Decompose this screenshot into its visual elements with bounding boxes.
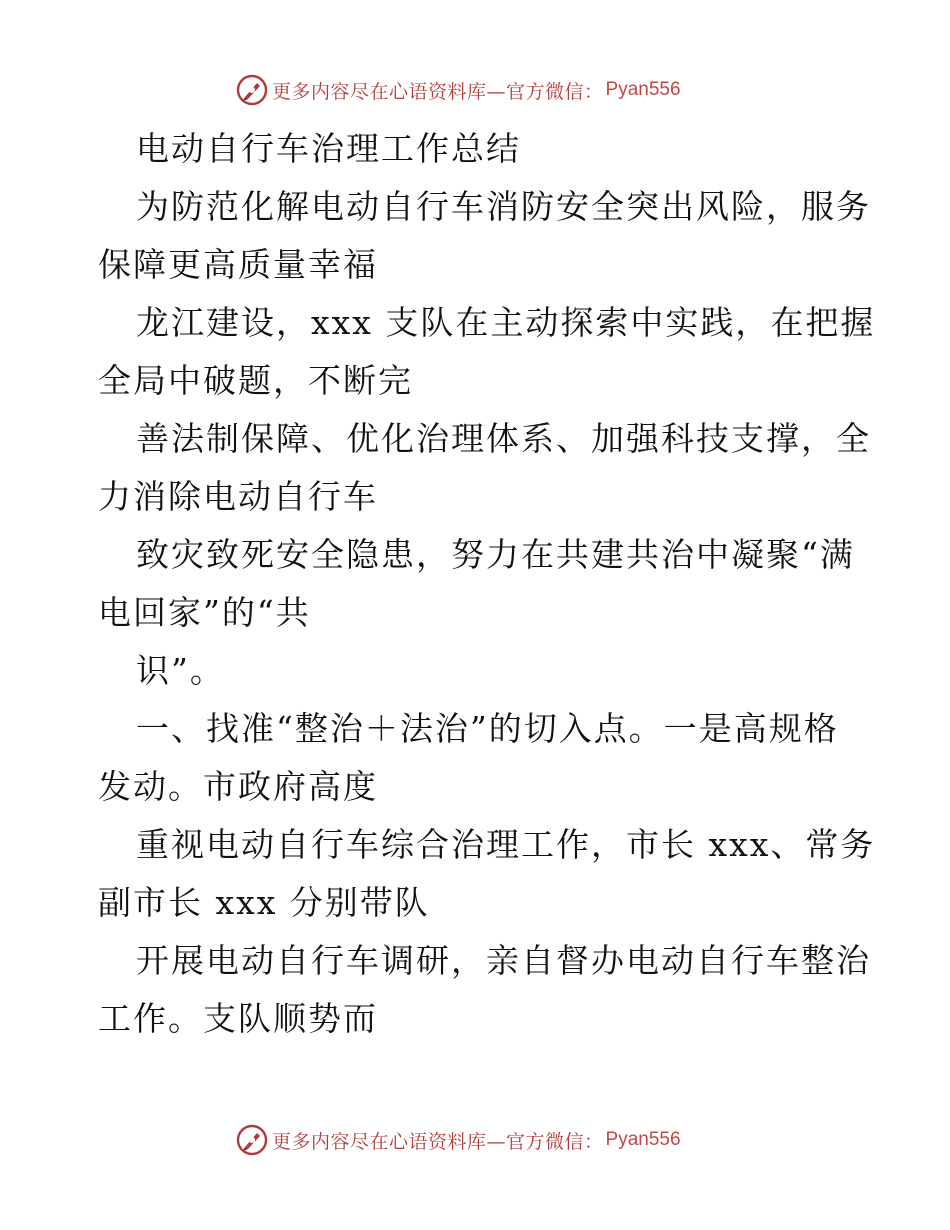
text-line: 善法制保障、优化治理体系、加强科技支撑，全 — [136, 419, 871, 458]
watermark-text: 更多内容尽在心语资料库—官方微信： — [272, 80, 604, 103]
text-line: 力消除电动自行车 — [98, 477, 378, 516]
text-line: 识”。 — [136, 651, 225, 690]
pen-logo-icon — [236, 1124, 268, 1156]
watermark-banner-bottom — [236, 1123, 681, 1157]
watermark-wechat-id: Pyan556 — [605, 79, 681, 100]
watermark-banner-top — [236, 73, 681, 107]
text-line: 开展电动自行车调研，亲自督办电动自行车整治 — [136, 941, 871, 980]
watermark-text: 更多内容尽在心语资料库—官方微信： — [272, 1130, 604, 1153]
text-line: 为防范化解电动自行车消防安全突出风险，服务 — [136, 187, 871, 226]
document-body — [98, 120, 876, 1048]
pen-logo-icon — [236, 74, 268, 106]
text-line: 保障更高质量幸福 — [98, 245, 378, 284]
text-line: 副市长 xxx 分别带队 — [98, 883, 430, 922]
text-line: 致灾致死安全隐患，努力在共建共治中凝聚“满 — [136, 535, 855, 574]
text-line: 发动。市政府高度 — [98, 767, 378, 806]
text-line: 一、找准“整治＋法治”的切入点。一是高规格 — [136, 709, 839, 748]
text-line: 工作。支队顺势而 — [98, 999, 378, 1038]
watermark-wechat-id: Pyan556 — [605, 1129, 681, 1150]
text-line: 电回家”的“共 — [98, 593, 311, 632]
text-line: 电动自行车治理工作总结 — [136, 129, 521, 168]
text-line: 全局中破题，不断完 — [98, 361, 413, 400]
text-line: 龙江建设，xxx 支队在主动探索中实践，在把握 — [136, 303, 876, 342]
text-line: 重视电动自行车综合治理工作，市长 xxx、常务 — [136, 825, 876, 864]
